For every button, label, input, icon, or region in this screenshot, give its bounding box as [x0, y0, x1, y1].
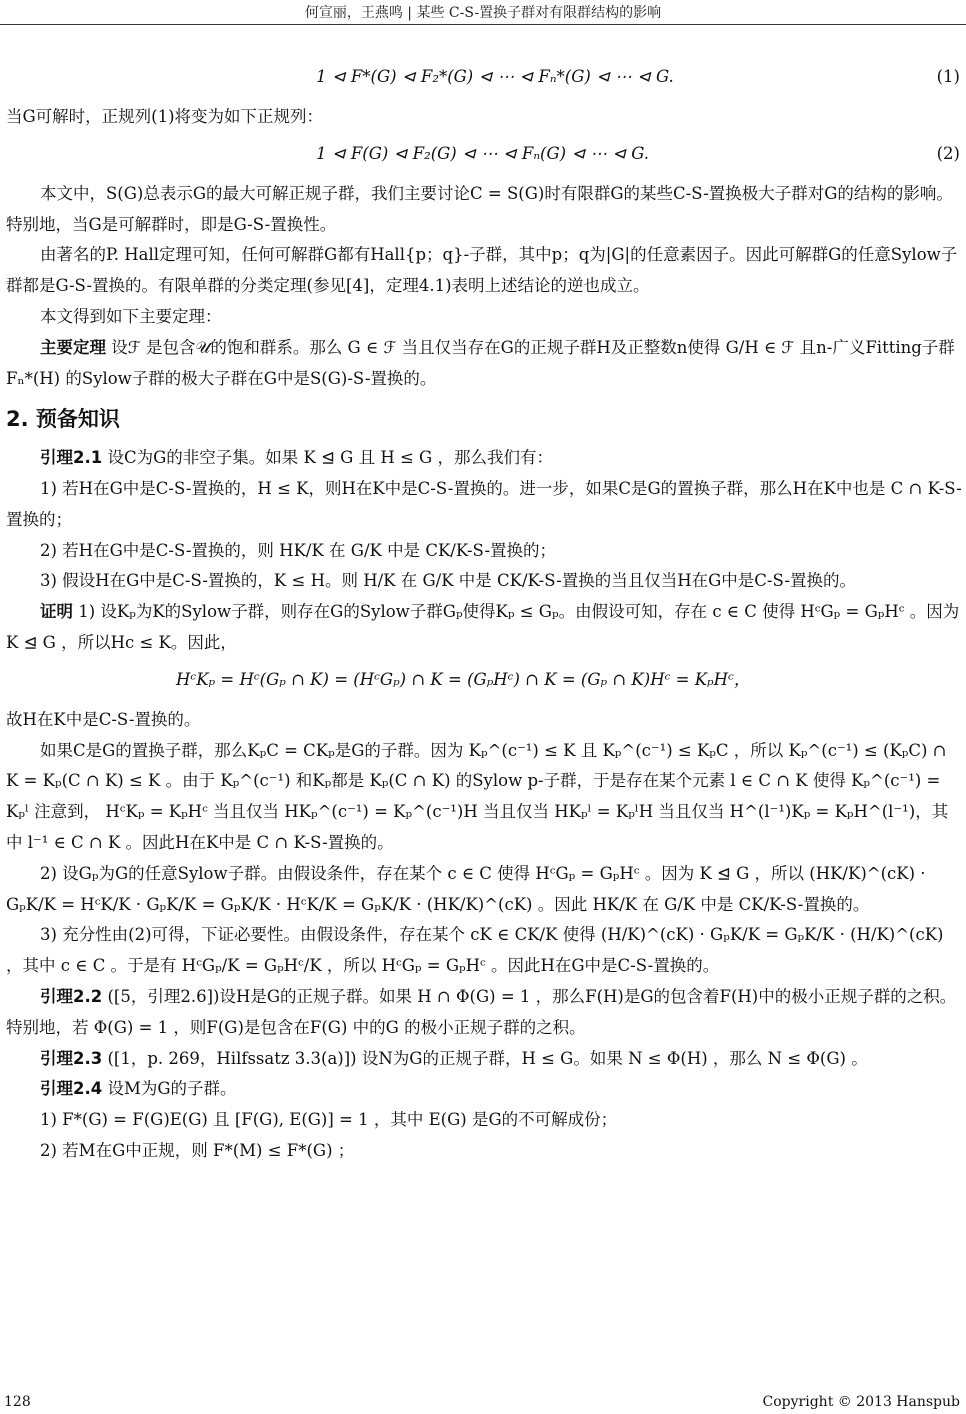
paragraph [6, 705, 964, 736]
display-equation [6, 659, 964, 705]
paragraph [6, 597, 964, 659]
paragraph-text: 1) F*(G) = F(G)E(G) 且 [F(G), E(G)] = 1 ，其中 E(G) 是G的不可解成份； [40, 1110, 618, 1130]
paragraph-text: 故H在K中是C-S-置换的。 [6, 709, 201, 729]
paragraph-text: 1) 若H在G中是C-S-置换的，H ≤ K，则H在K中是C-S-置换的。进一步，如果C是G的置换子群，那么H在K中也是 C ∩ K-S-置换的； [6, 478, 962, 529]
paragraph [6, 1074, 964, 1105]
paragraph-text: 设ℱ 是包含𝒰的饱和群系。那么 G ∈ ℱ 当且仅当存在G的正规子群H及正整数n使得 G/H ∈ ℱ 且n-广义Fitting子群 Fₙ*(H) 的Sylow子群的极大子群在G中是S(G)-S-置换的。 [6, 337, 955, 388]
paragraph [6, 443, 964, 474]
paragraph-text: 如果C是G的置换子群，那么KₚC = CKₚ是G的子群。因为 Kₚ^(c⁻¹) ≤ K 且 Kₚ^(c⁻¹) ≤ KₚC ，所以 Kₚ^(c⁻¹) ≤ (KₚC) ∩ K = Kₚ(C ∩ K) ≤ K 。由于 Kₚ^(c⁻¹) 和Kₚ都是 Kₚ(C ∩ K) 的Sylow p-子群，于是存在某个元素 l ∈ C ∩ K 使得 Kₚ^(c⁻¹) = Kₚˡ 注意到， HᶜKₚ = KₚHᶜ 当且仅当 HKₚ^(c⁻¹) = Kₚ^(c⁻¹)H 当且仅当 HKₚˡ = KₚˡH 当且仅当 H^(l⁻¹)Kₚ = KₚH^(l⁻¹)，其中 l⁻¹ ∈ C ∩ K 。因此H在K中是 C ∩ K-S-置换的。 [6, 740, 949, 852]
paragraph [6, 859, 964, 921]
paragraph-text: 3) 假设H在G中是C-S-置换的，K ≤ H。则 H/K 在 G/K 中是 CK/K-S-置换的当且仅当H在G中是C-S-置换的。 [40, 571, 856, 591]
page-number: 128 [4, 1394, 31, 1410]
paragraph [6, 179, 964, 241]
paragraph [6, 566, 964, 597]
equation-body: 1 ⊲ F(G) ⊲ F₂(G) ⊲ ⋯ ⊲ Fₙ(G) ⊲ ⋯ ⊲ G. [316, 143, 650, 163]
equation-body: HᶜKₚ = Hᶜ(Gₚ ∩ K) = (HᶜGₚ) ∩ K = (GₚHᶜ) ∩ K = (Gₚ ∩ K)Hᶜ = KₚHᶜ， [176, 669, 751, 689]
paragraph [6, 333, 964, 395]
paragraph [6, 102, 964, 133]
paragraph-text: 本文得到如下主要定理： [40, 306, 222, 326]
paragraph-text: 1) 设Kₚ为K的Sylow子群，则存在G的Sylow子群Gₚ使得Kₚ ≤ Gₚ。由假设可知，存在 c ∈ C 使得 HᶜGₚ = GₚHᶜ 。因为 K ⊴ G ，所以Hc ≤ K。因此， [6, 602, 960, 652]
paragraph-text: ([5，引理2.6])设H是G的正规子群。如果 H ∩ Φ(G) = 1 ，那么F(H)是G的包含着F(H)中的极小正规子群的之积。特别地，若 Φ(G) = 1 ，则F(G)是包含在F(G) 中的G 的极小正规子群的之积。 [6, 986, 957, 1037]
paragraph [6, 1136, 964, 1167]
equation-body: 1 ⊲ F*(G) ⊲ F₂*(G) ⊲ ⋯ ⊲ Fₙ*(G) ⊲ ⋯ ⊲ G. [316, 67, 674, 86]
body-content [6, 56, 964, 1167]
paragraph [6, 920, 964, 982]
section-heading: 2. 预备知识 [6, 407, 120, 432]
paragraph [6, 474, 964, 536]
running-header: 何宣丽，王燕鸣 | 某些 C-S-置换子群对有限群结构的影响 [304, 5, 662, 21]
paragraph-label: 引理2.4 [40, 1079, 103, 1099]
paragraph-label: 主要定理 [40, 337, 106, 357]
paragraph [6, 1105, 964, 1136]
paragraph-label: 引理2.1 [40, 448, 103, 468]
paragraph-text: ([1，p. 269，Hilfssatz 3.3(a)]) 设N为G的正规子群，H ≤ G。如果 N ≤ Φ(H) ，那么 N ≤ Φ(G) 。 [107, 1048, 868, 1068]
paragraph [6, 302, 964, 333]
paragraph [6, 736, 964, 859]
paragraph-text: 当G可解时，正规列(1)将变为如下正规列： [6, 107, 324, 126]
paragraph [6, 982, 964, 1044]
display-equation [6, 133, 964, 179]
copyright-notice: Copyright © 2013 Hanspub [762, 1394, 960, 1410]
paragraph [6, 1044, 964, 1075]
display-equation [6, 56, 964, 102]
paragraph-label: 证明 [40, 602, 73, 622]
paragraph-text: 3) 充分性由(2)可得，下证必要性。由假设条件，存在某个 cK ∈ CK/K 使得 (H/K)^(cK) · GₚK/K = GₚK/K · (H/K)^(cK) ，其中 c ∈ C 。于是有 HᶜGₚ/K = GₚHᶜ/K ，所以 HᶜGₚ = GₚHᶜ 。因此H在G中是C-S-置换的。 [6, 925, 944, 976]
paragraph-text: 2) 若M在G中正规，则 F*(M) ≤ F*(G) ； [40, 1140, 355, 1160]
equation-number: (2) [936, 143, 960, 163]
header-rule [0, 24, 966, 25]
paragraph [6, 536, 964, 567]
paragraph [6, 240, 964, 302]
paragraph-label: 引理2.2 [40, 986, 103, 1006]
paragraph-label: 引理2.3 [40, 1048, 103, 1068]
equation-number: (1) [936, 67, 960, 86]
paragraph-text: 由著名的P. Hall定理可知，任何可解群G都有Hall{p；q}-子群，其中p；q为|G|的任意素因子。因此可解群G的任意Sylow子群都是G-S-置换的。有限单群的分类定理(参见[4]，定理4.1)表明上述结论的逆也成立。 [6, 245, 958, 296]
paragraph-text: 2) 设Gₚ为G的任意Sylow子群。由假设条件，存在某个 c ∈ C 使得 HᶜGₚ = GₚHᶜ 。因为 K ⊴ G ，所以 (HK/K)^(cK) · GₚK/K = HᶜK/K · GₚK/K = GₚK/K · HᶜK/K = GₚK/K · (HK/K)^(cK) 。因此 HK/K 在 G/K 中是 CK/K-S-置换的。 [6, 863, 926, 914]
paragraph-text: 设M为G的子群。 [107, 1079, 237, 1099]
paragraph-text: 设C为G的非空子集。如果 K ⊴ G 且 H ≤ G ，那么我们有： [107, 448, 553, 468]
paragraph-text: 2) 若H在G中是C-S-置换的，则 HK/K 在 G/K 中是 CK/K-S-置换的； [40, 540, 557, 560]
paragraph-text: 本文中，S(G)总表示G的最大可解正规子群，我们主要讨论C = S(G)时有限群G的某些C-S-置换极大子群对G的结构的影响。特别地，当G是可解群时，即是G-S-置换性。 [6, 183, 953, 234]
